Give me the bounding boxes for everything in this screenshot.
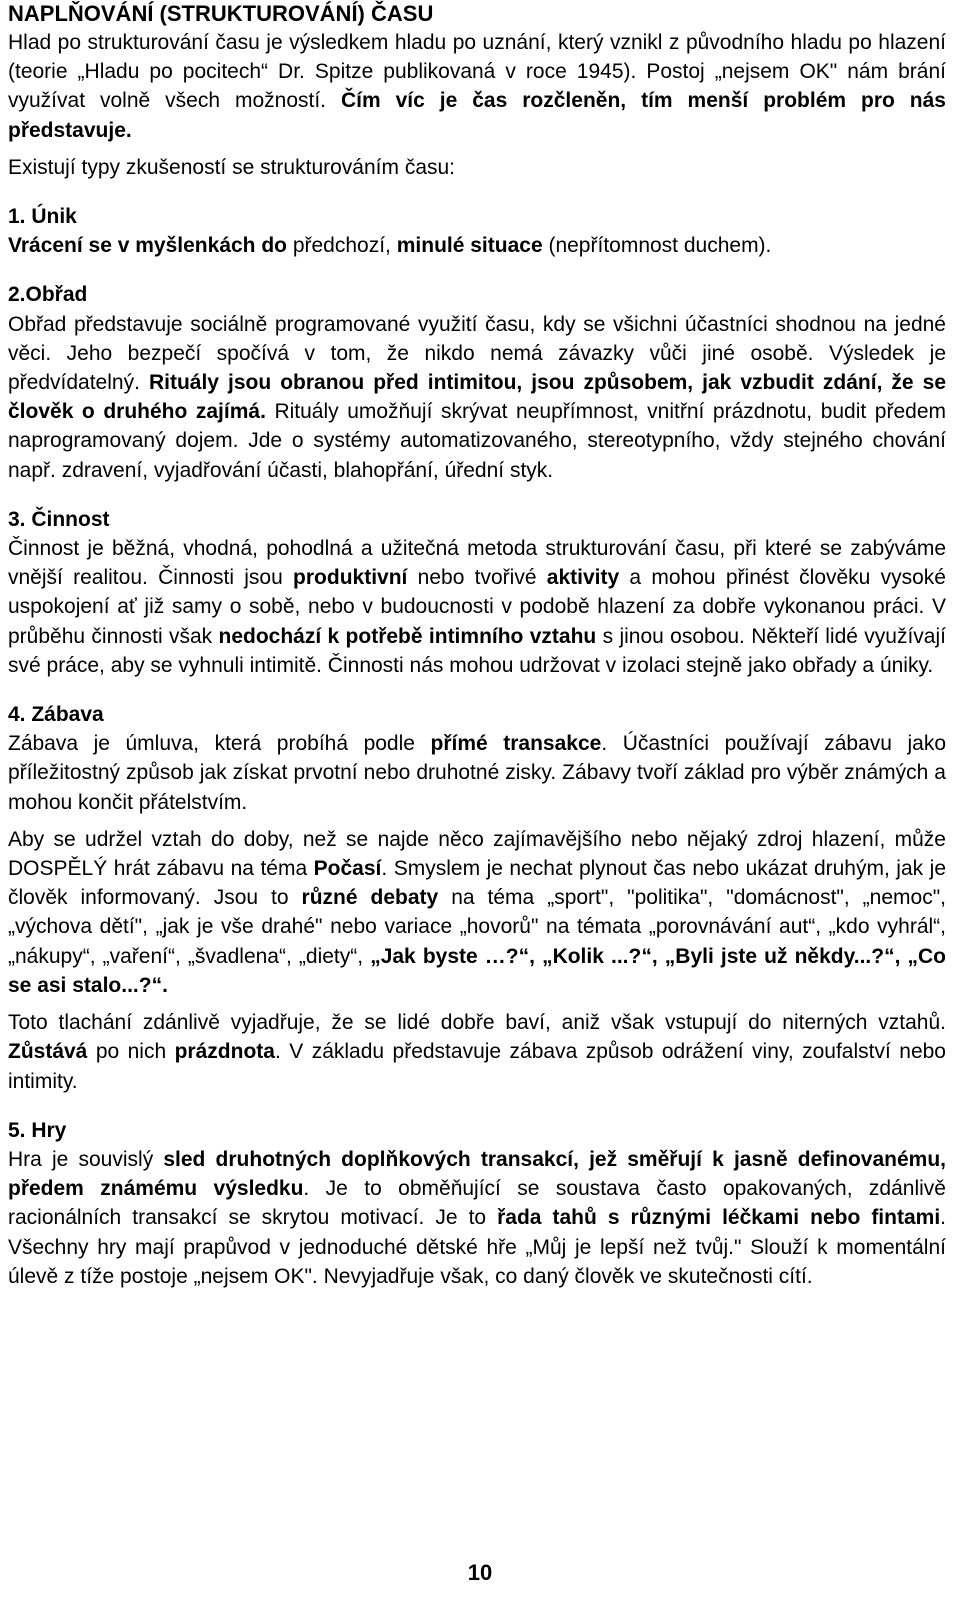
zabava-p3-text-3: . V základu představuje zábava způsob odrážení viny, zoufalství nebo intimity. bbox=[8, 1040, 946, 1093]
cinnost-text-2: nebo tvořivé bbox=[407, 566, 547, 590]
hry-text-1: Hra je souvislý bbox=[8, 1147, 164, 1171]
section-heading-obrad: 2.Obřad bbox=[8, 283, 88, 307]
cinnost-bold-2: aktivity bbox=[546, 566, 620, 590]
hry-bold-1: sled druhotných doplňkových transakcí, jež směřují k jasně definovanému, předem známému výsledku bbox=[8, 1147, 946, 1201]
section-text-cinnost bbox=[8, 534, 946, 680]
section-heading-cinnost: 3. Činnost bbox=[8, 507, 110, 531]
section-text-hry bbox=[8, 1145, 946, 1291]
intro-text: Hlad po strukturování času je výsledkem hladu po uznání, který vznikl z původního hladu po hlazení (teorie „Hladu po pocitech“ Dr. Spitze publikovaná v roce 1945). Postoj „nejsem OK" nám brání využívat volně všech možností. bbox=[8, 31, 946, 113]
zabava-p1-text-2: . Účastníci používají zábavu jako příležitostný způsob jak získat prvotní nebo druhotné zisky. Zábavy tvoří základ pro výběr známých a mohou končit přátelstvím. bbox=[8, 732, 947, 814]
zabava-p2-bold-1: Počasí bbox=[313, 857, 382, 881]
zabava-p2-bold-3: „Jak byste …?“, „Kolik ...?“, „Byli jste už někdy...?“, „Co se asi stalo...?“. bbox=[8, 944, 947, 997]
unik-text-1: předchozí, bbox=[287, 234, 397, 258]
section-heading-unik: 1. Únik bbox=[8, 205, 77, 229]
obrad-text-2: Rituály umožňují skrývat neupřímnost, vnitřní prázdnotu, budit předem naprogramovaný dojem. Jde o systémy automatizovaného, stereotypního, vždy stejného chování např. zdravení, vyjadřování účasti, blahopřání, úřední styk. bbox=[8, 400, 947, 482]
intro-types-line: Existují typy zkušeností se strukturováním času: bbox=[8, 155, 456, 179]
zabava-p1-text-1: Zábava je úmluva, která probíhá podle bbox=[8, 732, 431, 756]
hry-bold-2: řada tahů s různými léčkami nebo fintami bbox=[497, 1206, 941, 1230]
zabava-p3-bold-2: prázdnota bbox=[174, 1040, 275, 1064]
intro-paragraph bbox=[8, 28, 946, 145]
unik-text-2: (nepřítomnost duchem). bbox=[542, 234, 772, 258]
page-number: 10 bbox=[467, 1560, 493, 1585]
section-text-zabava-3 bbox=[8, 1008, 946, 1096]
hry-text-2: . Je to obměňující se soustava často opakovaných, zdánlivě racionálních transakcí se skrytou motivací. Je to bbox=[8, 1177, 946, 1230]
zabava-p2-text-2: . Smyslem je nechat plynout čas nebo ukázat druhým, jak je člověk informovaný. Jsou to bbox=[8, 857, 947, 910]
cinnost-text-1: Činnost je běžná, vhodná, pohodlná a užitečná metoda strukturování času, při které se zabýváme vnější realitou. Činnosti jsou bbox=[8, 537, 946, 590]
hry-text-3: . Všechny hry mají prapůvod v jednoduché dětské hře „Můj je lepší než tvůj." Slouží k momentální úlevě z tíže postoje „nejsem OK". Nevyjadřuje však, co daný člověk ve skutečnosti cítí. bbox=[8, 1206, 946, 1288]
section-text-unik bbox=[8, 231, 946, 260]
zabava-p3-text-1: Toto tlachání zdánlivě vyjadřuje, že se lidé dobře baví, aniž však vstupují do niterných vztahů. bbox=[8, 1011, 946, 1035]
cinnost-text-4: s jinou osobou. Někteří lidé využívají své práce, aby se vyhnuli intimitě. Činnosti nás mohou udržovat v izolaci stejně jako obřady a úniky. bbox=[8, 624, 946, 677]
section-heading-hry: 5. Hry bbox=[8, 1118, 67, 1142]
cinnost-bold-1: produktivní bbox=[293, 566, 408, 590]
zabava-p3-bold-1: Zůstává bbox=[8, 1040, 88, 1064]
obrad-text-1: Obřad představuje sociálně programované využití času, kdy se všichni účastníci shodnou na jedné věci. Jeho bezpečí spočívá v tom, že nikdo nemá závazky vůči jiné osobě. Výsledek je předvídatelný. bbox=[8, 312, 946, 395]
cinnost-text-3: a mohou přinést člověku vysoké uspokojení ať již samy o sobě, nebo v budoucnosti v podobě hlazení za dobře vykonanou práci. V průběhu činnosti však bbox=[8, 566, 946, 648]
page-title: NAPLŇOVÁNÍ (STRUKTUROVÁNÍ) ČASU bbox=[8, 1, 434, 26]
section-heading-zabava: 4. Zábava bbox=[8, 703, 104, 727]
section-text-zabava-1 bbox=[8, 729, 946, 817]
cinnost-bold-3: nedochází k potřebě intimního vztahu bbox=[218, 624, 597, 648]
obrad-bold: Rituály jsou obranou před intimitou, jsou způsobem, jak vzbudit zdání, že se člověk o druhého zajímá. bbox=[8, 371, 946, 424]
zabava-p3-text-2: po nich bbox=[87, 1040, 175, 1064]
section-text-zabava-2 bbox=[8, 825, 946, 1000]
unik-bold-1: Vrácení se v myšlenkách do bbox=[8, 234, 287, 258]
zabava-p2-text-3: na téma „sport", "politika", "domácnost", „nemoc", „výchova dětí", „jak je vše drahé" nebo variace „hovorů" na témata „porovnávání aut“, „kdo vyhrál“, „nákupy“, „vaření“, „švadlena“, „diety“, bbox=[8, 886, 947, 968]
zabava-p1-bold: přímé transakce bbox=[430, 732, 602, 756]
intro-emphasis: Čím víc je čas rozčleněn, tím menší problém pro nás představuje. bbox=[8, 89, 946, 142]
zabava-p2-bold-2: různé debaty bbox=[301, 886, 439, 910]
unik-bold-2: minulé situace bbox=[396, 234, 543, 258]
zabava-p2-text-1: Aby se udržel vztah do doby, než se najde něco zajímavějšího nebo nějaký zdroj hlazení, může DOSPĚLÝ hrát zábavu na téma bbox=[8, 827, 946, 881]
section-text-obrad bbox=[8, 310, 946, 485]
